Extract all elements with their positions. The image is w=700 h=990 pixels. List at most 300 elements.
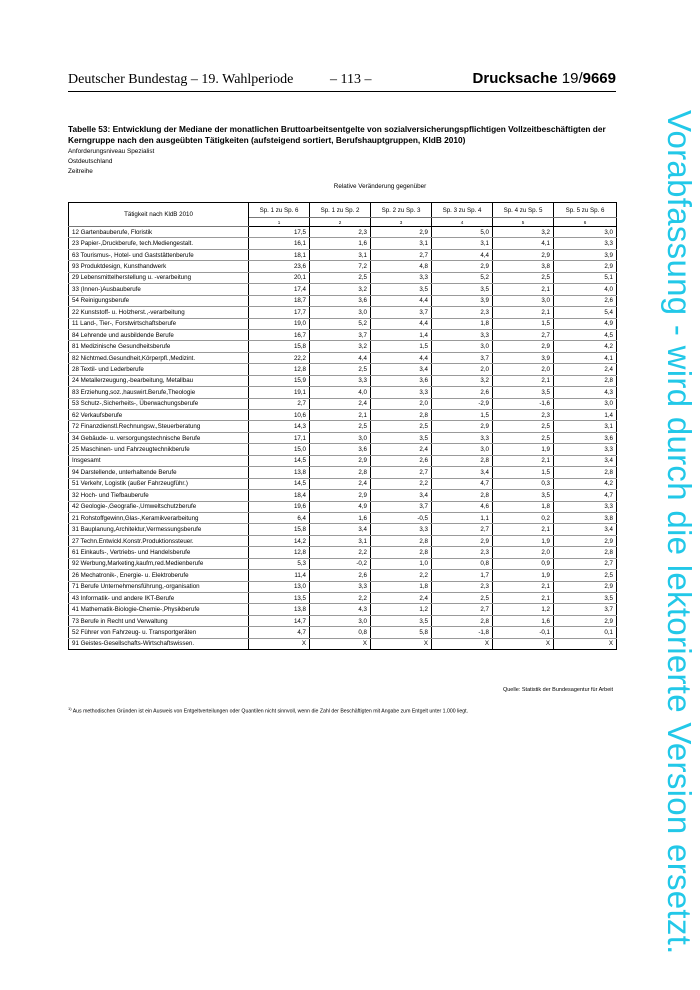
column-number: 4 <box>432 218 493 227</box>
table-row <box>69 398 617 409</box>
row-value: 5,8 <box>371 627 432 638</box>
table-title: Tabelle 53: Entwicklung der Mediane der monatlichen Bruttoarbeitsentgelte von sozialversicherungspflichtigen Vollzeitbeschäftigten der Kerngruppe nach den ausgeübten Tätigkeiten (aufsteigend sortiert, Berufshauptgruppen, KldB 2010) <box>68 124 606 145</box>
table-row <box>69 238 617 249</box>
table-row <box>69 455 617 466</box>
row-value: 14,3 <box>249 421 310 432</box>
row-value: 2,5 <box>493 421 554 432</box>
row-value: 0,1 <box>554 627 617 638</box>
row-value: 4,5 <box>554 329 617 340</box>
column-header: Sp. 3 zu Sp. 4 <box>432 203 493 218</box>
row-value: 18,1 <box>249 249 310 260</box>
row-activity-name: 94 Darstellende, unterhaltende Berufe <box>69 467 249 478</box>
row-value: 1,8 <box>432 318 493 329</box>
row-activity-name: 43 Informatik- und andere IKT-Berufe <box>69 593 249 604</box>
row-value: 3,7 <box>310 329 371 340</box>
row-value: 4,2 <box>554 341 617 352</box>
row-value: 2,3 <box>432 547 493 558</box>
row-value: 12,8 <box>249 547 310 558</box>
subtitle-region: Ostdeutschland <box>68 158 113 165</box>
row-value: 2,8 <box>554 547 617 558</box>
row-value: 2,7 <box>371 467 432 478</box>
row-value: 3,5 <box>493 490 554 501</box>
row-value: 2,2 <box>371 570 432 581</box>
row-value: 1,8 <box>493 501 554 512</box>
row-value: 2,8 <box>310 467 371 478</box>
row-value: 1,9 <box>493 535 554 546</box>
row-value: 3,5 <box>371 615 432 626</box>
row-value: 2,0 <box>371 398 432 409</box>
row-activity-name: 53 Schutz-,Sicherheits-, Überwachungsberufe <box>69 398 249 409</box>
row-value: 3,1 <box>432 238 493 249</box>
header-doc-label: Drucksache <box>472 70 558 87</box>
row-value: 2,9 <box>554 535 617 546</box>
row-value: 2,9 <box>554 615 617 626</box>
row-value: 2,4 <box>554 364 617 375</box>
row-value: 2,5 <box>493 432 554 443</box>
row-value: -0,2 <box>310 558 371 569</box>
row-value: 4,3 <box>310 604 371 615</box>
row-value: 1,1 <box>432 512 493 523</box>
row-value: 1,0 <box>371 558 432 569</box>
row-value: 5,0 <box>432 227 493 238</box>
source-note: Quelle: Statistik der Bundesagentur für Arbeit <box>502 687 613 693</box>
table-row <box>69 284 617 295</box>
row-value: 5,4 <box>554 307 617 318</box>
row-value: 14,5 <box>249 455 310 466</box>
table-row <box>69 593 617 604</box>
row-value: 2,2 <box>310 547 371 558</box>
row-activity-name: 32 Hoch- und Tiefbauberufe <box>69 490 249 501</box>
row-activity-name: 82 Nichtmed.Gesundheit,Körperpfl.,Medizint. <box>69 352 249 363</box>
row-value: 3,3 <box>371 387 432 398</box>
row-activity-name: 93 Produktdesign, Kunsthandwerk <box>69 261 249 272</box>
row-value: 3,9 <box>554 249 617 260</box>
row-activity-name: 92 Werbung,Marketing,kaufm,red.Medienberufe <box>69 558 249 569</box>
row-value: 2,8 <box>554 375 617 386</box>
table-row <box>69 352 617 363</box>
row-value: 3,5 <box>493 387 554 398</box>
relative-change-caption: Relative Veränderung gegenüber <box>333 183 427 190</box>
row-value: 2,8 <box>554 467 617 478</box>
row-activity-name: 34 Gebäude- u. versorgungstechnische Berufe <box>69 432 249 443</box>
table-row <box>69 604 617 615</box>
row-value: X <box>493 638 554 649</box>
row-value: 13,8 <box>249 467 310 478</box>
row-value: 2,9 <box>371 227 432 238</box>
row-value: 4,4 <box>371 318 432 329</box>
row-activity-name: 51 Verkehr, Logistik (außer Fahrzeugführ.) <box>69 478 249 489</box>
row-value: X <box>432 638 493 649</box>
row-value: 2,4 <box>371 444 432 455</box>
row-value: 2,4 <box>371 593 432 604</box>
row-value: 3,3 <box>371 272 432 283</box>
row-value: 4,4 <box>310 352 371 363</box>
row-value: 2,8 <box>432 455 493 466</box>
row-value: 3,0 <box>432 444 493 455</box>
row-value: 3,2 <box>493 227 554 238</box>
row-value: 2,9 <box>432 261 493 272</box>
row-value: 3,7 <box>432 352 493 363</box>
row-value: 4,8 <box>371 261 432 272</box>
row-value: 3,9 <box>432 295 493 306</box>
table-row <box>69 249 617 260</box>
subtitle-series: Zeitreihe <box>68 168 93 175</box>
row-value: 12,8 <box>249 364 310 375</box>
row-value: 0,9 <box>493 558 554 569</box>
row-value: 1,5 <box>432 410 493 421</box>
row-value: 3,4 <box>371 364 432 375</box>
row-value: 16,7 <box>249 329 310 340</box>
row-value: 14,5 <box>249 478 310 489</box>
row-value: 1,7 <box>432 570 493 581</box>
table-row <box>69 295 617 306</box>
row-value: 0,2 <box>493 512 554 523</box>
row-value: 17,7 <box>249 307 310 318</box>
row-value: 19,1 <box>249 387 310 398</box>
row-value: 2,7 <box>432 524 493 535</box>
row-activity-name: 91 Geistes-Gesellschafts-Wirtschaftswissen. <box>69 638 249 649</box>
row-value: 2,1 <box>493 375 554 386</box>
row-value: 2,3 <box>310 227 371 238</box>
column-number: 2 <box>310 218 371 227</box>
header-doc-num-b: 9669 <box>582 70 616 87</box>
row-value: 3,3 <box>310 581 371 592</box>
row-value: 3,6 <box>554 432 617 443</box>
row-value: 2,6 <box>371 455 432 466</box>
row-value: 2,0 <box>493 547 554 558</box>
row-value: 2,9 <box>554 261 617 272</box>
row-value: 1,6 <box>310 238 371 249</box>
table-row <box>69 638 617 649</box>
data-table <box>68 202 617 650</box>
row-value: 3,1 <box>310 249 371 260</box>
row-value: 10,6 <box>249 410 310 421</box>
row-value: 18,7 <box>249 295 310 306</box>
row-value: 4,6 <box>432 501 493 512</box>
row-value: 3,7 <box>371 501 432 512</box>
row-value: 14,7 <box>249 615 310 626</box>
row-activity-name: 41 Mathematik-Biologie-Chemie-,Physikberufe <box>69 604 249 615</box>
table-row <box>69 501 617 512</box>
row-value: 22,2 <box>249 352 310 363</box>
row-value: 4,4 <box>371 295 432 306</box>
table-subtitles <box>68 147 154 177</box>
row-value: 3,0 <box>432 341 493 352</box>
row-value: 17,1 <box>249 432 310 443</box>
row-value: 1,4 <box>554 410 617 421</box>
column-header: Sp. 2 zu Sp. 3 <box>371 203 432 218</box>
row-value: 3,3 <box>432 329 493 340</box>
row-value: 15,0 <box>249 444 310 455</box>
row-value: 3,0 <box>493 295 554 306</box>
row-value: 2,7 <box>554 558 617 569</box>
row-value: 2,2 <box>371 478 432 489</box>
row-value: 2,1 <box>493 307 554 318</box>
row-activity-name: 73 Berufe in Recht und Verwaltung <box>69 615 249 626</box>
row-value: 5,2 <box>432 272 493 283</box>
row-value: 3,6 <box>371 375 432 386</box>
row-value: 3,4 <box>554 524 617 535</box>
table-row <box>69 329 617 340</box>
row-value: 2,9 <box>554 581 617 592</box>
row-value: 2,6 <box>554 295 617 306</box>
row-value: 3,2 <box>310 341 371 352</box>
row-value: 3,3 <box>371 524 432 535</box>
row-value: 4,1 <box>493 238 554 249</box>
row-activity-name: 62 Verkaufsberufe <box>69 410 249 421</box>
table-row <box>69 387 617 398</box>
table-row <box>69 627 617 638</box>
row-value: 2,3 <box>493 410 554 421</box>
row-value: X <box>554 638 617 649</box>
row-value: 2,0 <box>493 364 554 375</box>
row-value: 3,5 <box>432 284 493 295</box>
row-activity-name: 72 Finanzdienstl.Rechnungsw.,Steuerberatung <box>69 421 249 432</box>
row-value: 2,1 <box>493 455 554 466</box>
row-value: 13,8 <box>249 604 310 615</box>
row-value: 3,2 <box>310 284 371 295</box>
row-value: 2,5 <box>310 364 371 375</box>
row-activity-name: Insgesamt <box>69 455 249 466</box>
row-value: X <box>249 638 310 649</box>
row-activity-name: 29 Lebensmittelherstellung u. -verarbeitung <box>69 272 249 283</box>
row-value: 1,9 <box>493 444 554 455</box>
row-value: 3,4 <box>310 524 371 535</box>
table-row <box>69 272 617 283</box>
table-row <box>69 490 617 501</box>
row-value: 4,3 <box>554 387 617 398</box>
row-value: 3,1 <box>371 238 432 249</box>
row-activity-name: 24 Metallerzeugung,-bearbeitung, Metallbau <box>69 375 249 386</box>
row-value: 1,5 <box>493 318 554 329</box>
row-value: 3,3 <box>554 444 617 455</box>
row-value: X <box>310 638 371 649</box>
row-activity-name: 12 Gartenbauberufe, Floristik <box>69 227 249 238</box>
table-row <box>69 307 617 318</box>
column-header: Sp. 4 zu Sp. 5 <box>493 203 554 218</box>
table-row <box>69 570 617 581</box>
row-activity-name: 63 Tourismus-, Hotel- und Gaststättenberufe <box>69 249 249 260</box>
row-value: 4,9 <box>310 501 371 512</box>
row-value: 3,4 <box>432 467 493 478</box>
row-activity-name: 21 Rohstoffgewinn,Glas-,Keramikverarbeitung <box>69 512 249 523</box>
row-value: 4,0 <box>554 284 617 295</box>
row-value: 13,5 <box>249 593 310 604</box>
row-activity-name: 71 Berufe Unternehmensführung,-organisation <box>69 581 249 592</box>
row-value: 2,6 <box>432 387 493 398</box>
row-value: 3,3 <box>432 432 493 443</box>
row-value: 1,2 <box>493 604 554 615</box>
row-value: 17,4 <box>249 284 310 295</box>
row-value: 2,0 <box>432 364 493 375</box>
row-value: 4,7 <box>554 490 617 501</box>
row-value: -0,5 <box>371 512 432 523</box>
row-value: 1,5 <box>493 467 554 478</box>
table-row <box>69 478 617 489</box>
row-value: 3,7 <box>554 604 617 615</box>
table-row <box>69 341 617 352</box>
row-value: 6,4 <box>249 512 310 523</box>
row-value: 1,6 <box>310 512 371 523</box>
row-value: 4,2 <box>554 478 617 489</box>
row-value: 2,9 <box>432 535 493 546</box>
table-row <box>69 524 617 535</box>
row-value: 2,9 <box>432 421 493 432</box>
row-value: 2,9 <box>310 490 371 501</box>
row-value: 19,0 <box>249 318 310 329</box>
row-value: 7,2 <box>310 261 371 272</box>
row-activity-name: 31 Bauplanung,Architektur,Vermessungsberufe <box>69 524 249 535</box>
row-value: 3,3 <box>554 238 617 249</box>
row-activity-name: 25 Maschinen- und Fahrzeugtechnikberufe <box>69 444 249 455</box>
row-value: 2,7 <box>493 329 554 340</box>
table-row <box>69 318 617 329</box>
row-activity-name: 28 Textil- und Lederberufe <box>69 364 249 375</box>
row-value: 2,4 <box>310 398 371 409</box>
column-number: 3 <box>371 218 432 227</box>
row-value: 3,7 <box>371 307 432 318</box>
header-parliament: Deutscher Bundestag – 19. Wahlperiode <box>68 72 294 87</box>
row-value: 1,4 <box>371 329 432 340</box>
row-value: 3,3 <box>310 375 371 386</box>
row-value: 5,3 <box>249 558 310 569</box>
row-value: 2,6 <box>310 570 371 581</box>
table-row <box>69 227 617 238</box>
row-activity-name: 27 Techn.Entwickl.Konstr.Produktionssteuer. <box>69 535 249 546</box>
row-value: 23,6 <box>249 261 310 272</box>
table-row <box>69 432 617 443</box>
row-value: 2,9 <box>310 455 371 466</box>
row-value: 2,1 <box>493 581 554 592</box>
column-header: Sp. 1 zu Sp. 6 <box>249 203 310 218</box>
row-value: 17,5 <box>249 227 310 238</box>
row-value: 3,3 <box>554 501 617 512</box>
row-value: 3,9 <box>493 352 554 363</box>
row-value: 13,0 <box>249 581 310 592</box>
row-value: 3,8 <box>554 512 617 523</box>
header-document-number <box>473 70 616 87</box>
row-value: 0,8 <box>432 558 493 569</box>
row-value: 4,1 <box>554 352 617 363</box>
row-value: 0,3 <box>493 478 554 489</box>
row-value: 3,6 <box>310 444 371 455</box>
table-row <box>69 410 617 421</box>
row-value: 2,9 <box>493 249 554 260</box>
row-activity-name: 83 Erziehung,soz.,hauswirt.Berufe,Theologie <box>69 387 249 398</box>
row-value: 3,8 <box>493 261 554 272</box>
row-value: 2,2 <box>310 593 371 604</box>
row-value: 19,6 <box>249 501 310 512</box>
row-value: 1,2 <box>371 604 432 615</box>
row-value: 2,5 <box>371 421 432 432</box>
row-value: 2,5 <box>310 421 371 432</box>
row-value: 2,7 <box>249 398 310 409</box>
row-activity-name: 33 (Innen-)Ausbauberufe <box>69 284 249 295</box>
row-value: 2,9 <box>493 341 554 352</box>
footnote-text: Aus methodischen Gründen ist ein Ausweis von Entgeltverteilungen oder Quantilen nicht sinnvoll, wenn die Zahl der Beschäftigten mit Angabe zum Entgelt unter 1.000 liegt. <box>71 708 469 715</box>
column-header-activity: Tätigkeit nach KldB 2010 <box>69 203 249 227</box>
row-value: 4,7 <box>249 627 310 638</box>
row-value: 2,7 <box>371 249 432 260</box>
row-value: 1,5 <box>371 341 432 352</box>
row-value: 2,1 <box>493 284 554 295</box>
column-number: 6 <box>554 218 617 227</box>
column-number: 5 <box>493 218 554 227</box>
row-value: 3,4 <box>371 490 432 501</box>
row-value: 3,2 <box>432 375 493 386</box>
row-value: 2,8 <box>432 490 493 501</box>
row-value: -2,9 <box>432 398 493 409</box>
row-value: 0,8 <box>310 627 371 638</box>
row-value: 2,8 <box>432 615 493 626</box>
row-value: 15,8 <box>249 341 310 352</box>
table-row <box>69 364 617 375</box>
row-value: 2,8 <box>371 410 432 421</box>
table-row <box>69 421 617 432</box>
row-value: 4,4 <box>371 352 432 363</box>
row-value: 2,8 <box>371 535 432 546</box>
row-value: 2,8 <box>371 547 432 558</box>
row-value: 2,7 <box>432 604 493 615</box>
row-value: 2,5 <box>554 570 617 581</box>
column-number: 1 <box>249 218 310 227</box>
watermark <box>646 110 700 955</box>
row-value: X <box>371 638 432 649</box>
table-row <box>69 581 617 592</box>
row-value: 4,9 <box>554 318 617 329</box>
row-value: 3,5 <box>371 284 432 295</box>
row-value: 2,3 <box>432 581 493 592</box>
row-value: 11,4 <box>249 570 310 581</box>
table-row <box>69 512 617 523</box>
table-row <box>69 547 617 558</box>
row-value: 5,1 <box>554 272 617 283</box>
row-value: 14,2 <box>249 535 310 546</box>
row-value: 3,0 <box>310 432 371 443</box>
row-activity-name: 22 Kunststoff- u. Holzherst.,-verarbeitung <box>69 307 249 318</box>
row-value: 4,7 <box>432 478 493 489</box>
row-value: 3,0 <box>310 307 371 318</box>
page-header <box>68 70 616 90</box>
row-value: 5,2 <box>310 318 371 329</box>
row-activity-name: 23 Papier-,Druckberufe, tech.Mediengestalt. <box>69 238 249 249</box>
table-row <box>69 615 617 626</box>
row-activity-name: 11 Land-, Tier-, Forstwirtschaftsberufe <box>69 318 249 329</box>
row-value: 1,9 <box>493 570 554 581</box>
row-value: 3,0 <box>554 227 617 238</box>
row-value: 2,1 <box>493 593 554 604</box>
column-header: Sp. 1 zu Sp. 2 <box>310 203 371 218</box>
table-row <box>69 467 617 478</box>
row-value: 2,5 <box>432 593 493 604</box>
row-value: 3,0 <box>554 398 617 409</box>
table-row <box>69 444 617 455</box>
header-doc-num-a: 19/ <box>561 70 583 87</box>
row-value: 2,5 <box>493 272 554 283</box>
row-value: 3,4 <box>554 455 617 466</box>
footnote <box>68 706 468 715</box>
row-value: 3,1 <box>310 535 371 546</box>
row-activity-name: 42 Geologie-,Geografie-,Umweltschutzberufe <box>69 501 249 512</box>
row-value: 20,1 <box>249 272 310 283</box>
table-row <box>69 558 617 569</box>
row-value: -1,8 <box>432 627 493 638</box>
row-activity-name: 26 Mechatronik-, Energie- u. Elektroberufe <box>69 570 249 581</box>
row-activity-name: 81 Medizinische Gesundheitsberufe <box>69 341 249 352</box>
column-header: Sp. 5 zu Sp. 6 <box>554 203 617 218</box>
row-value: 15,9 <box>249 375 310 386</box>
row-value: 2,4 <box>310 478 371 489</box>
